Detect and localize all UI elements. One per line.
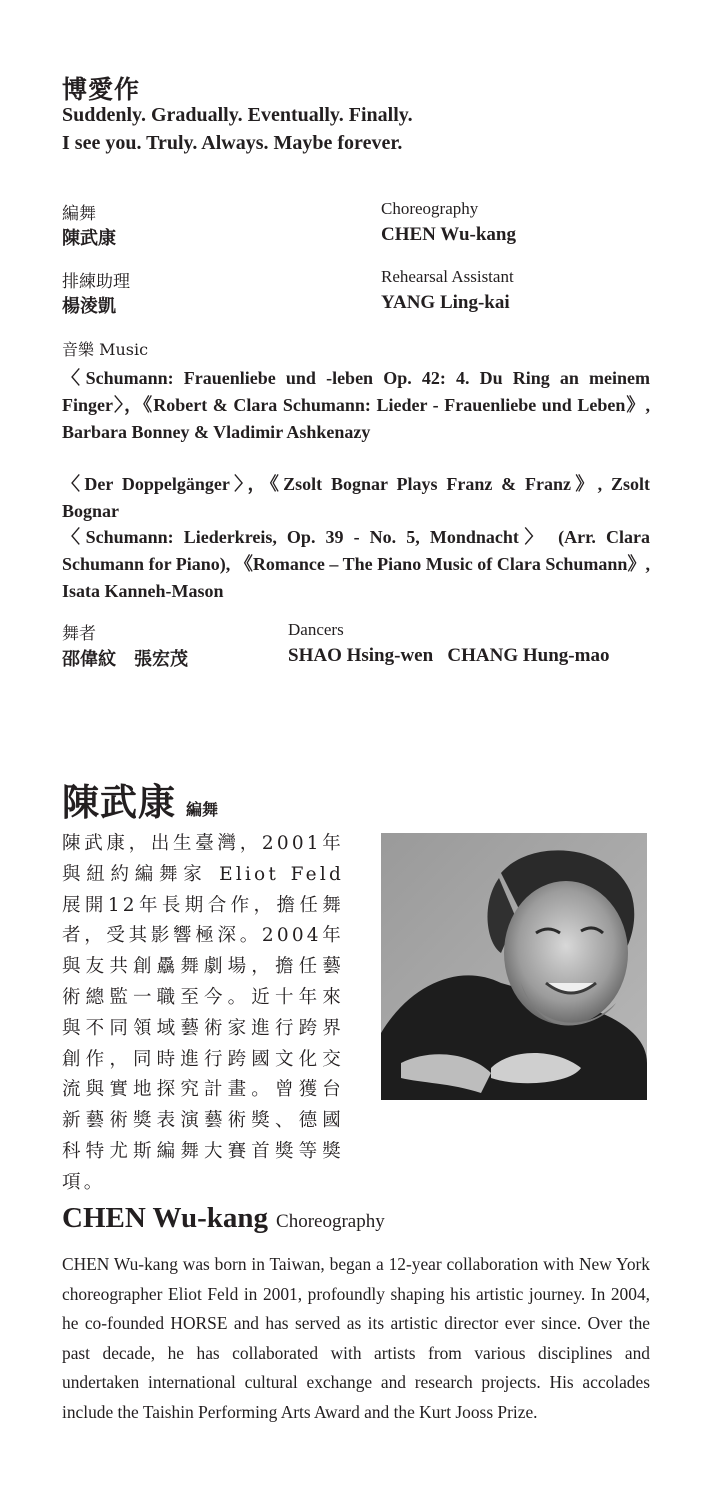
dancers-names-zh: 邵偉紋 張宏茂 <box>62 649 188 670</box>
bio-name-en: CHEN Wu-kang <box>62 1202 269 1234</box>
work-title-zh: 博愛作 <box>62 75 141 104</box>
dancers-label-en: Dancers <box>288 620 344 639</box>
work-title-en-line1: Suddenly. Gradually. Eventually. Finally. <box>62 104 413 126</box>
work-title-en-line2: I see you. Truly. Always. Maybe forever. <box>62 132 403 154</box>
bio-text-zh: 陳武康，出生臺灣，2001年與紐約編舞家 Eliot Feld 展開12年長期合作，擔任舞者，受其影響極深。2004年與友共創驫舞劇場，擔任藝術總監一職至今。近十年來與不同領域藝術家進行跨界創作，同時進行跨國文化交流與實地探究計畫。曾獲台新藝術獎表演藝術獎、德國科特尤斯編舞大賽首獎等獎項。 <box>62 833 344 1193</box>
music-item: 〈Schumann: Frauenliebe und -leben Op. 42: 4. Du Ring an meinem Finger〉，《Robert & Clara Schumann: Lieder - Frauenliebe und Leben》, Barbara Bonney & Vladimir Ashkenazy <box>62 368 650 442</box>
bio-heading-en <box>62 1202 385 1235</box>
music-item: 〈Schumann: Liederkreis, Op. 39 - No. 5, Mondnacht〉 (Arr. Clara Schumann for Piano), 《Romance – The Piano Music of Clara Schumann》, Isata Kanneh-Mason <box>62 527 650 601</box>
dancers-label-zh: 舞者 <box>62 624 96 644</box>
bio-role-en: Choreography <box>276 1211 385 1232</box>
music-heading: 音樂 Music <box>62 340 149 359</box>
credit-name-en: YANG Ling-kai <box>381 292 510 313</box>
credit-label-en: Choreography <box>381 199 479 218</box>
bio-role-zh: 編舞 <box>186 800 219 819</box>
bio-name-zh: 陳武康 <box>62 780 176 824</box>
bio-heading-zh <box>62 772 218 826</box>
bio-text-en: CHEN Wu-kang was born in Taiwan, began a 12-year collaboration with New York choreographer Eliot Feld in 2001, profoundly shaping his artistic journey. In 2004, he co-founded HORSE and has served as its artistic director ever since. Over the past decade, he has collaborated with artists from various disciplines and undertaken international cultural exchange and research projects. His accolades include the Taishin Performing Arts Award and the Kurt Jooss Prize. <box>62 1254 650 1422</box>
credit-label-en: Rehearsal Assistant <box>381 267 514 286</box>
credit-name-zh: 楊淩凱 <box>62 296 116 317</box>
credit-name-zh: 陳武康 <box>62 228 116 249</box>
portrait-photo <box>381 833 647 1100</box>
credit-label-zh: 編舞 <box>62 204 96 224</box>
music-item: 〈Der Doppelgänger〉，《Zsolt Bognar Plays Franz & Franz》, Zsolt Bognar <box>62 474 650 521</box>
credit-label-zh: 排練助理 <box>62 272 130 292</box>
dancers-names-en: SHAO Hsing-wen CHANG Hung-mao <box>288 645 610 666</box>
credit-name-en: CHEN Wu-kang <box>381 224 516 245</box>
